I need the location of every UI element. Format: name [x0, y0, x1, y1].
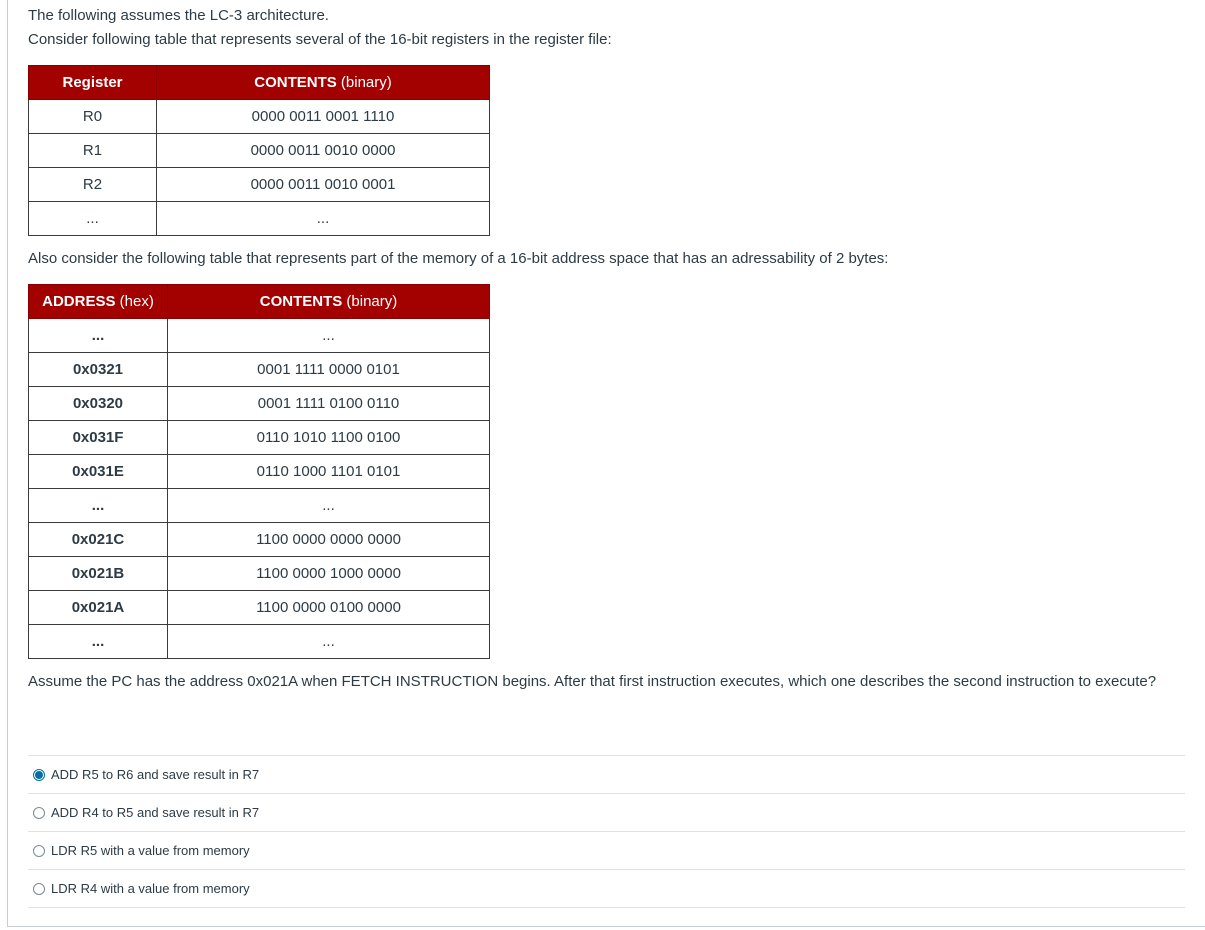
answer-label[interactable]: LDR R5 with a value from memory — [51, 843, 250, 858]
address-header-unit: (hex) — [119, 293, 154, 310]
answer-option-1[interactable] — [28, 755, 1185, 793]
memory-address: 0x021C — [29, 523, 168, 557]
register-contents: 0000 0011 0010 0000 — [157, 134, 490, 168]
memory-contents: ... — [168, 489, 490, 523]
memory-address: ... — [29, 489, 168, 523]
table-row — [29, 168, 490, 202]
answer-option-2[interactable] — [28, 793, 1185, 831]
address-header — [29, 285, 168, 319]
table-row — [29, 100, 490, 134]
memory-address: ... — [29, 625, 168, 659]
contents-header-bold: CONTENTS — [254, 74, 337, 91]
memory-contents: 0001 1111 0000 0101 — [168, 353, 490, 387]
table-row — [29, 625, 490, 659]
memory-address: 0x031F — [29, 421, 168, 455]
table-row — [29, 319, 490, 353]
register-table — [28, 65, 490, 236]
register-header: Register — [29, 66, 157, 100]
register-contents: 0000 0011 0001 1110 — [157, 100, 490, 134]
memory-contents: ... — [168, 625, 490, 659]
register-contents: 0000 0011 0010 0001 — [157, 168, 490, 202]
memory-address: 0x021A — [29, 591, 168, 625]
table-row — [29, 523, 490, 557]
register-name: ... — [29, 202, 157, 236]
radio-icon[interactable] — [33, 807, 45, 819]
table-row — [29, 387, 490, 421]
table-row — [29, 421, 490, 455]
question-text: Assume the PC has the address 0x021A when FETCH INSTRUCTION begins. After that first instruction executes, which one describes the second instruction to execute? — [28, 673, 1157, 690]
memory-contents: ... — [168, 319, 490, 353]
table-row — [29, 353, 490, 387]
memory-contents: 0110 1000 1101 0101 — [168, 455, 490, 489]
contents-header-unit: (binary) — [346, 293, 398, 310]
contents-header-bold: CONTENTS — [259, 293, 343, 310]
intro-line-1: The following assumes the LC-3 architecture. — [28, 7, 329, 24]
memory-contents: 1100 0000 0000 0000 — [168, 523, 490, 557]
contents-header-unit: (binary) — [340, 74, 392, 91]
answer-option-3[interactable] — [28, 831, 1185, 869]
memory-contents: 1100 0000 1000 0000 — [168, 557, 490, 591]
memory-address: ... — [29, 319, 168, 353]
intro-line-2: Consider following table that represents several of the 16-bit registers in the register file: — [28, 31, 612, 48]
memory-table-header — [29, 285, 490, 319]
register-table-header — [29, 66, 490, 100]
answer-list — [28, 755, 1185, 908]
address-header-bold: ADDRESS — [42, 293, 116, 310]
memory-intro: Also consider the following table that represents part of the memory of a 16-bit address space that has an adressability of 2 bytes: — [28, 250, 889, 267]
radio-selected-icon[interactable] — [33, 769, 45, 781]
radio-icon[interactable] — [33, 845, 45, 857]
register-contents: ... — [157, 202, 490, 236]
answer-option-4[interactable] — [28, 869, 1185, 908]
memory-table — [28, 284, 490, 659]
register-name: R1 — [29, 134, 157, 168]
radio-icon[interactable] — [33, 883, 45, 895]
memory-address: 0x031E — [29, 455, 168, 489]
table-row — [29, 134, 490, 168]
table-row — [29, 455, 490, 489]
memory-contents: 0001 1111 0100 0110 — [168, 387, 490, 421]
answer-label[interactable]: LDR R4 with a value from memory — [51, 881, 250, 896]
table-row — [29, 202, 490, 236]
answer-label[interactable]: ADD R4 to R5 and save result in R7 — [51, 805, 260, 820]
register-name: R0 — [29, 100, 157, 134]
answer-label[interactable]: ADD R5 to R6 and save result in R7 — [51, 767, 260, 782]
contents-header — [157, 66, 490, 100]
memory-address: 0x021B — [29, 557, 168, 591]
table-row — [29, 489, 490, 523]
table-row — [29, 557, 490, 591]
memory-address: 0x0321 — [29, 353, 168, 387]
memory-address: 0x0320 — [29, 387, 168, 421]
memory-contents: 1100 0000 0100 0000 — [168, 591, 490, 625]
register-name: R2 — [29, 168, 157, 202]
memory-contents: 0110 1010 1100 0100 — [168, 421, 490, 455]
contents-header — [168, 285, 490, 319]
table-row — [29, 591, 490, 625]
